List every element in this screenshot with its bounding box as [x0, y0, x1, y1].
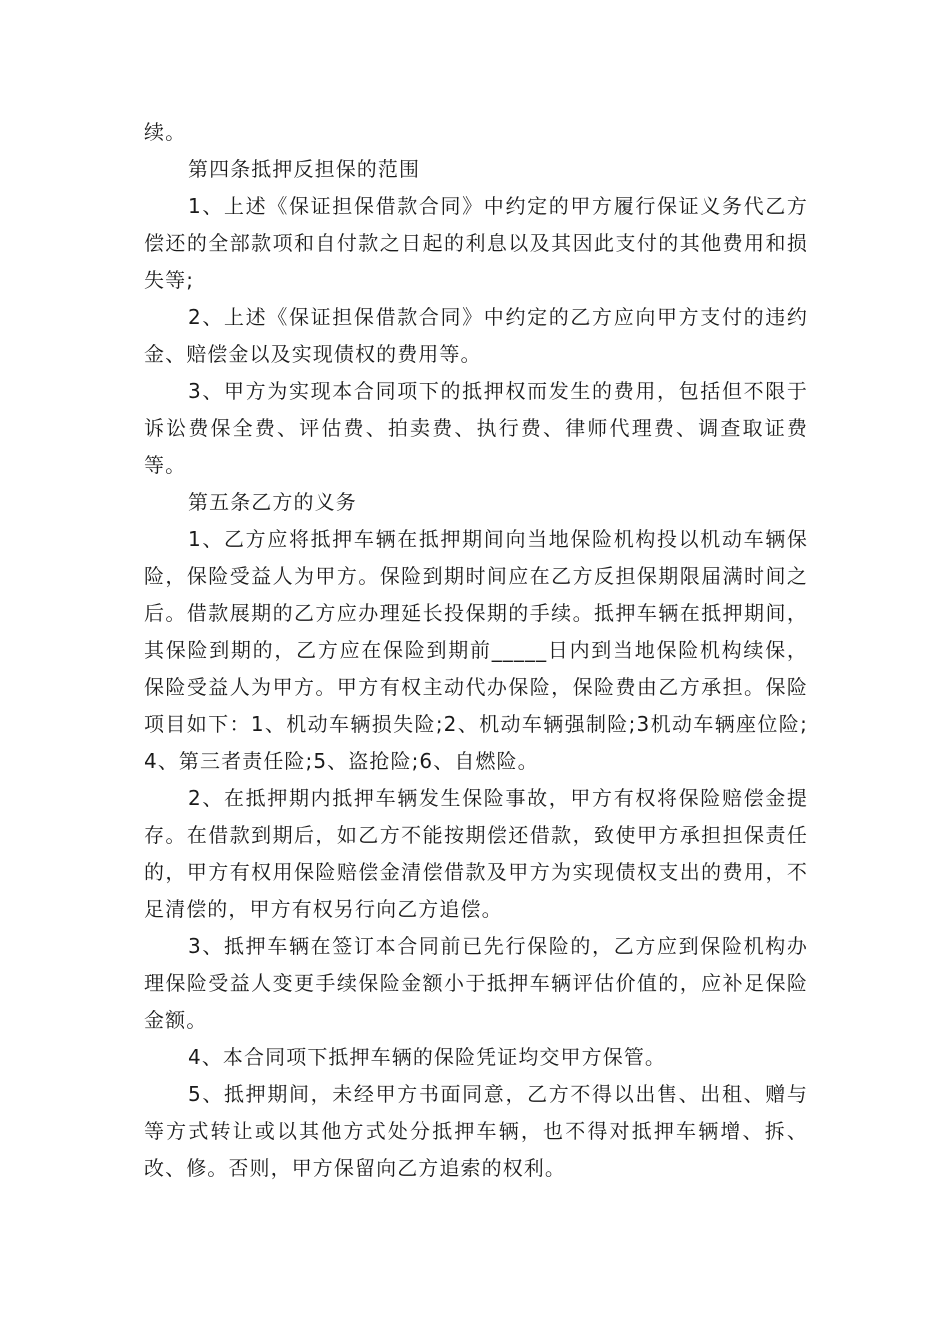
paragraph-article-5-item-2: 2、在抵押期内抵押车辆发生保险事故，甲方有权将保险赔偿金提存。在借款到期后，如乙方不能按期偿还借款，致使甲方承担担保责任的，甲方有权用保险赔偿金清偿借款及甲方为实现债权支出的费用，不足清偿的，甲方有权另行向乙方追偿。	[144, 786, 808, 921]
paragraph-continuation: 续。	[144, 120, 187, 144]
section-heading-article-5: 第五条乙方的义务	[188, 490, 357, 514]
paragraph-article-4-item-2: 2、上述《保证担保借款合同》中约定的乙方应向甲方支付的违约金、赔偿金以及实现债权的费用等。	[144, 305, 808, 366]
paragraph-article-4-item-3: 3、甲方为实现本合同项下的抵押权而发生的费用，包括但不限于诉讼费保全费、评估费、拍卖费、执行费、律师代理费、调查取证费等。	[144, 379, 808, 477]
document-body	[144, 114, 808, 1187]
paragraph-article-5-item-3: 3、抵押车辆在签订本合同前已先行保险的，乙方应到保险机构办理保险受益人变更手续保险金额小于抵押车辆评估价值的，应补足保险金额。	[144, 934, 808, 1032]
section-heading-article-4: 第四条抵押反担保的范围	[188, 157, 421, 181]
paragraph-article-5-item-5: 5、抵押期间，未经甲方书面同意，乙方不得以出售、出租、赠与等方式转让或以其他方式处分抵押车辆，也不得对抵押车辆增、拆、改、修。否则，甲方保留向乙方追索的权利。	[144, 1082, 808, 1180]
paragraph-article-5-item-1: 1、乙方应将抵押车辆在抵押期间向当地保险机构投以机动车辆保险，保险受益人为甲方。保险到期时间应在乙方反担保期限届满时间之后。借款展期的乙方应办理延长投保期的手续。抵押车辆在抵押期间，其保险到期的，乙方应在保险到期前_____日内到当地保险机构续保，保险受益人为甲方。甲方有权主动代办保险，保险费由乙方承担。保险项目如下：1、机动车辆损失险;2、机动车辆强制险;3机动车辆座位险;4、第三者责任险;5、盗抢险;6、自燃险。	[144, 527, 808, 773]
paragraph-article-5-item-4: 4、本合同项下抵押车辆的保险凭证均交甲方保管。	[188, 1045, 667, 1069]
paragraph-article-4-item-1: 1、上述《保证担保借款合同》中约定的甲方履行保证义务代乙方偿还的全部款项和自付款之日起的利息以及其因此支付的其他费用和损失等;	[144, 194, 808, 292]
